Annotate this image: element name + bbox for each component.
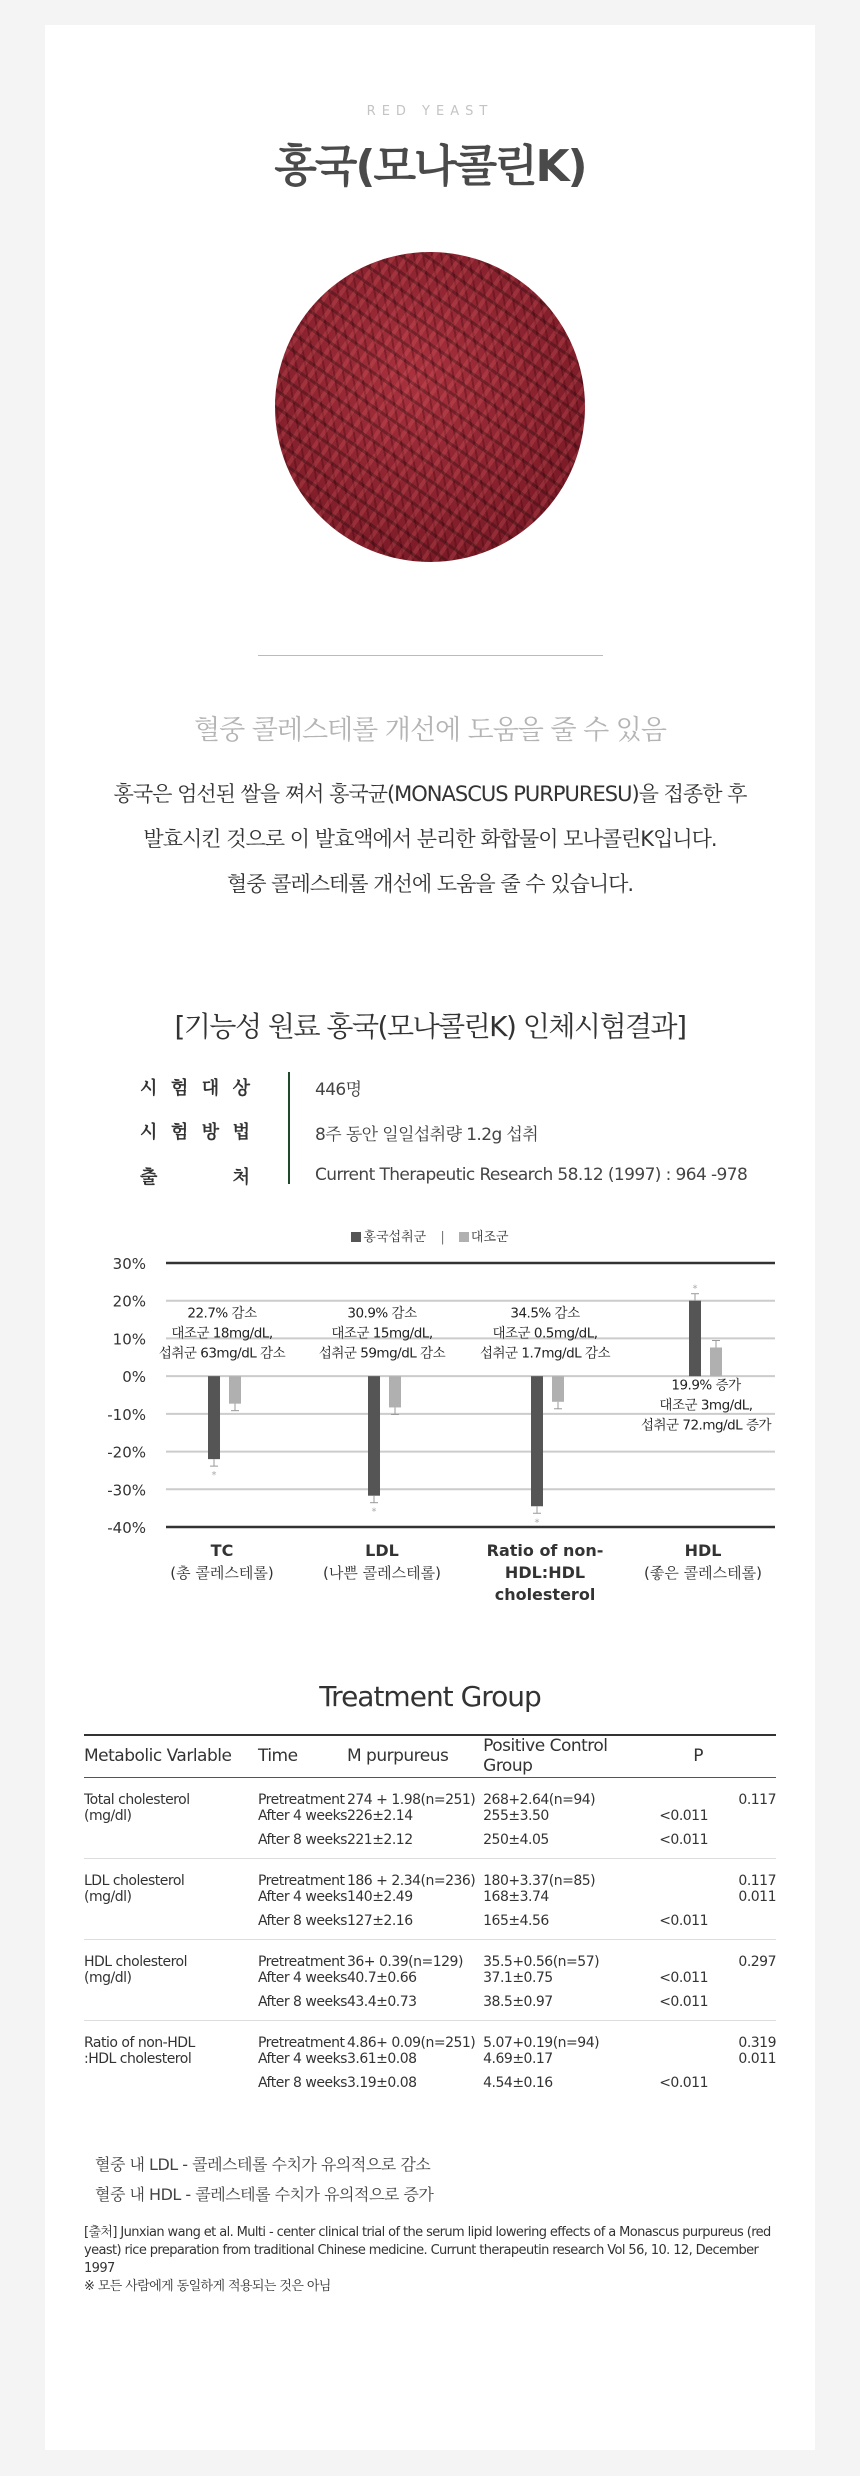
time-cell: After 4 weeks <box>257 1807 347 1824</box>
p-value-cell: 0.117 <box>738 1872 776 1889</box>
category-sub: (총 콜레스테롤) <box>170 1564 274 1582</box>
table-row <box>84 1858 776 1889</box>
bar-control <box>229 1376 241 1404</box>
m-purpureus-cell: 274 + 1.98(n=251) <box>346 1791 476 1808</box>
time-cell: After 8 weeks <box>238 1913 347 1940</box>
category-sub: (좋은 콜레스테롤) <box>644 1564 762 1582</box>
m-purpureus-cell: 226±2.14 <box>346 1807 413 1824</box>
info-label-source: 출 처 <box>140 1167 250 1188</box>
bar-annotation: 22.7% 감소 <box>187 1305 257 1322</box>
table-row <box>84 1939 776 1970</box>
info-value-source: Current Therapeutic Research 58.12 (1997) : 964 -978 <box>315 1165 748 1185</box>
m-purpureus-cell: 36+ 0.39(n=129) <box>346 1953 463 1970</box>
x-category-label <box>142 1540 302 1584</box>
table-row <box>84 1970 776 1994</box>
bar-control <box>389 1376 401 1407</box>
intro-line: 홍국은 엄선된 쌀을 쪄서 홍국균(MONASCUS PURPURESU)을 접종한 후 <box>113 782 747 806</box>
time-cell: After 8 weeks <box>238 1832 347 1859</box>
time-cell: Pretreatment <box>257 1791 345 1808</box>
significance-marker: * <box>371 1506 377 1518</box>
metabolic-variable: (mg/dl) <box>84 1969 132 1986</box>
significance-marker: * <box>211 1470 217 1482</box>
category-name: HDL <box>684 1541 722 1560</box>
bar-treatment <box>531 1376 543 1506</box>
x-category-label <box>302 1540 462 1584</box>
table-row <box>84 2075 776 2099</box>
bar-annotation: 섭취군 59mg/dL 감소 <box>318 1345 446 1362</box>
time-cell: Pretreatment <box>257 1872 345 1889</box>
y-tick-label: -20% <box>107 1443 146 1462</box>
category-name: HDL:HDL <box>504 1563 586 1582</box>
treatment-table <box>84 1734 776 2099</box>
bar-annotation: 30.9% 감소 <box>347 1305 417 1322</box>
m-purpureus-cell: 140±2.49 <box>346 1888 413 1905</box>
y-tick-label: 30% <box>112 1255 146 1273</box>
time-cell: After 4 weeks <box>257 1888 347 1905</box>
significance-marker: * <box>692 1283 698 1295</box>
time-cell: After 8 weeks <box>257 2074 347 2091</box>
control-cell: 268+2.64(n=94) <box>483 1791 596 1808</box>
metabolic-variable <box>84 1832 238 1859</box>
y-tick-label: 20% <box>112 1292 146 1311</box>
bar-treatment <box>689 1301 701 1376</box>
metabolic-variable: Total cholesterol <box>84 1791 190 1808</box>
bar-control <box>710 1347 722 1376</box>
bar-annotation: 섭취군 63mg/dL 감소 <box>158 1345 286 1362</box>
m-purpureus-cell: 221±2.12 <box>347 1832 483 1859</box>
y-tick-label: 10% <box>112 1330 146 1349</box>
metabolic-variable <box>84 2075 238 2099</box>
p-value-cell: 0.011 <box>738 1888 776 1905</box>
source-citation <box>84 2224 784 2296</box>
metabolic-variable: HDL cholesterol <box>84 1953 187 1970</box>
metabolic-variable: Ratio of non-HDL <box>84 2034 195 2051</box>
p-value-cell: <0.011 <box>659 1832 776 1859</box>
col-header: M purpureus <box>347 1735 483 1777</box>
table-row <box>84 1913 776 1940</box>
m-purpureus-cell: 43.4±0.73 <box>347 1994 483 2021</box>
eyebrow: RED YEAST <box>366 104 494 119</box>
p-value-cell: <0.011 <box>659 1994 776 2021</box>
m-purpureus-cell: 127±2.16 <box>347 1913 483 1940</box>
bar-annotation: 섭취군 72.mg/dL 증가 <box>640 1417 772 1434</box>
table-title: Treatment Group <box>319 1680 541 1713</box>
note: 혈중 내 HDL - 콜레스테롤 수치가 유의적으로 증가 <box>95 2185 434 2204</box>
p-value-cell: <0.011 <box>659 2074 708 2091</box>
bar-annotation: 19.9% 증가 <box>671 1377 741 1394</box>
time-cell: Pretreatment <box>257 1953 345 1970</box>
control-cell: 38.5±0.97 <box>483 1994 659 2021</box>
x-category-label <box>623 1540 783 1584</box>
category-name: cholesterol <box>494 1585 596 1604</box>
control-cell: 255±3.50 <box>483 1807 549 1824</box>
bar-annotation: 대조군 15mg/dL, <box>331 1325 433 1342</box>
col-header: Metabolic Varlable <box>84 1735 238 1777</box>
bar-annotation: 섭취군 1.7mg/dL 감소 <box>479 1345 611 1362</box>
table-row <box>84 1994 776 2021</box>
p-value-cell: <0.011 <box>659 1913 776 1940</box>
info-value-method: 8주 동안 일일섭취량 1.2g 섭취 <box>315 1125 539 1145</box>
intro-line: 발효시킨 것으로 이 발효액에서 분리한 화합물이 모나콜린K입니다. <box>143 827 717 851</box>
category-name: LDL <box>365 1541 399 1560</box>
note: 혈중 내 LDL - 콜레스테롤 수치가 유의적으로 감소 <box>95 2155 431 2174</box>
legend-separator: | <box>440 1230 445 1245</box>
legend-label: 홍국섭취군 <box>363 1230 427 1245</box>
category-sub: (나쁜 콜레스테롤) <box>323 1564 441 1582</box>
study-title: [기능성 원료 홍국(모나콜린K) 인체시험결과] <box>174 1010 686 1043</box>
bar-annotation: 대조군 0.5mg/dL, <box>492 1325 598 1342</box>
category-name: TC <box>210 1541 234 1560</box>
table-row <box>84 1808 776 1832</box>
m-purpureus-cell: 3.19±0.08 <box>346 2074 417 2091</box>
intro-line: 혈중 콜레스테롤 개선에 도움을 줄 수 있습니다. <box>226 872 634 896</box>
info-value-subjects: 446명 <box>315 1080 362 1100</box>
y-tick-label: -40% <box>107 1519 146 1537</box>
p-value-cell: <0.011 <box>659 1969 708 1986</box>
control-cell: 250±4.05 <box>483 1832 659 1859</box>
p-value-cell: 0.319 <box>738 2034 776 2051</box>
page-title: 홍국(모나콜린K) <box>274 141 586 192</box>
legend-label: 대조군 <box>470 1230 509 1245</box>
metabolic-variable: (mg/dl) <box>84 1807 132 1824</box>
control-cell: 35.5+0.56(n=57) <box>483 1953 600 1970</box>
control-cell: 168±3.74 <box>483 1888 549 1905</box>
time-cell: Pretreatment <box>257 2034 345 2051</box>
control-cell: 5.07+0.19(n=94) <box>483 2034 600 2051</box>
bar-control <box>552 1376 564 1402</box>
m-purpureus-cell: 4.86+ 0.09(n=251) <box>346 2034 476 2051</box>
x-category-label <box>465 1540 625 1606</box>
table-row <box>84 1832 776 1859</box>
time-cell: After 8 weeks <box>238 1994 347 2021</box>
p-value-cell: 0.117 <box>738 1791 776 1808</box>
bar-annotation: 대조군 18mg/dL, <box>171 1325 273 1342</box>
control-cell: 4.69±0.17 <box>483 2050 553 2067</box>
y-tick-label: -10% <box>107 1405 146 1424</box>
y-tick-label: -30% <box>107 1481 146 1500</box>
citation-text: [출처] Junxian wang et al. Multi - center clinical trial of the serum lipid lowering effects of a Monascus purpureus (red yeast) rice preparation from traditional Chinese medicine. Currunt therapeutin research Vol 56, 10. 12, December 1997 <box>84 2225 771 2276</box>
bar-annotation: 34.5% 감소 <box>510 1305 580 1322</box>
info-label-method: 시 험 방 법 <box>140 1122 250 1143</box>
metabolic-variable: LDL cholesterol <box>84 1872 185 1889</box>
disclaimer: ※ 모든 사람에게 동일하게 적용되는 것은 아님 <box>84 2279 331 2294</box>
p-value-cell: <0.011 <box>659 1807 708 1824</box>
table-row <box>84 1777 776 1808</box>
control-cell: 37.1±0.75 <box>483 1969 553 1986</box>
col-header: Time <box>238 1735 347 1777</box>
significance-marker: * <box>534 1517 540 1529</box>
y-tick-label: 0% <box>122 1368 146 1387</box>
table-row <box>84 2051 776 2075</box>
metabolic-variable <box>84 1913 238 1940</box>
p-value-cell: 0.297 <box>738 1953 776 1970</box>
time-cell: After 4 weeks <box>257 1969 347 1986</box>
category-name: Ratio of non- <box>486 1541 604 1560</box>
m-purpureus-cell: 40.7±0.66 <box>346 1969 417 1986</box>
metabolic-variable: (mg/dl) <box>84 1888 132 1905</box>
time-cell: After 4 weeks <box>257 2050 347 2067</box>
control-cell: 180+3.37(n=85) <box>483 1872 596 1889</box>
p-value-cell: 0.011 <box>738 2050 776 2067</box>
bar-treatment <box>208 1376 220 1459</box>
m-purpureus-cell: 186 + 2.34(n=236) <box>346 1872 476 1889</box>
info-label-subjects: 시 험 대 상 <box>140 1078 250 1099</box>
bar-annotation: 대조군 3mg/dL, <box>659 1397 753 1414</box>
metabolic-variable <box>84 1994 238 2021</box>
col-header: Positive Control Group <box>483 1735 659 1777</box>
control-cell: 4.54±0.16 <box>483 2074 553 2091</box>
m-purpureus-cell: 3.61±0.08 <box>346 2050 417 2067</box>
bar-treatment <box>368 1376 380 1496</box>
metabolic-variable: :HDL cholesterol <box>84 2050 192 2067</box>
col-header: P <box>659 1735 776 1777</box>
table-row <box>84 2020 776 2051</box>
control-cell: 165±4.56 <box>483 1913 659 1940</box>
intro-subtitle: 혈중 콜레스테롤 개선에 도움을 줄 수 있음 <box>194 715 666 746</box>
table-row <box>84 1889 776 1913</box>
